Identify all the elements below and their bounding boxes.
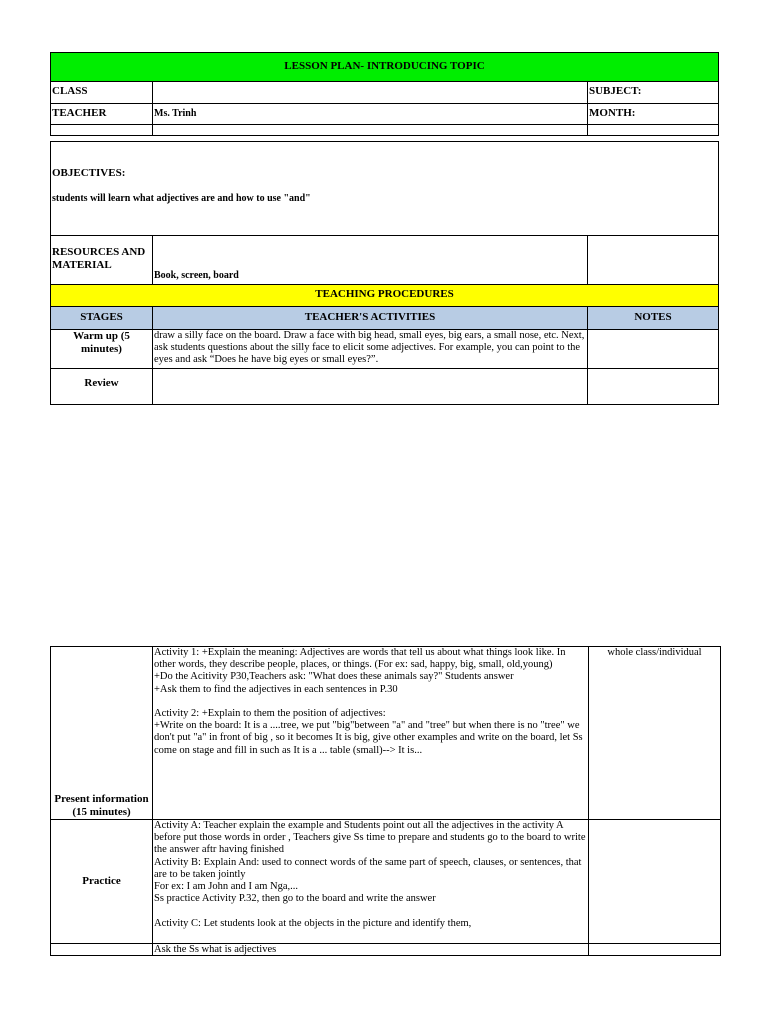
practice-stage-label: Practice (51, 820, 153, 944)
class-row (51, 82, 719, 104)
column-header-activities: TEACHER'S ACTIVITIES (153, 307, 588, 330)
objectives-cell (51, 142, 719, 236)
lesson-plan-procedure-table (50, 646, 721, 956)
resources-notes (588, 236, 719, 285)
class-value (153, 82, 588, 104)
warmup-row (51, 330, 719, 369)
warmup-activity: draw a silly face on the board. Draw a face with big head, small eyes, big ears, a small nose, etc. Next, ask students questions about the silly face to elicit some adjectives. For example, you can point to the eyes and ask “Does he have big eyes or small eyes?”. (154, 330, 585, 366)
objectives-text: students will learn what adjectives are and how to use "and" (52, 193, 311, 204)
practice-notes (589, 820, 721, 944)
objectives-label: OBJECTIVES: (52, 167, 126, 179)
procedures-title-row (51, 285, 719, 307)
resources-label: RESOURCES AND MATERIAL (51, 236, 153, 285)
review-activity (153, 369, 588, 405)
practice-activity-cell (153, 820, 589, 944)
present-activity: Activity 1: +Explain the meaning: Adjectives are words that tell us about what things look like. In other words, they describe people, places, or things. (For ex: sad, happy, big, small, old,young) +Do the Acitivity P30,Teachers ask: "What does these animals say?" Students answer +Ask them to find the adjectives in each sentences in P.30 Activity 2: +Explain to them the position of adjectives: +Write on the board: It is a ....tree, we put "big"between "a" and "tree" but when there is no "tree" we don't put "a" in front of big , so it becomes It is big, give other examples and write on the board, let Ss come on stage and fill in such as It is a ... table (small)--> It is... (153, 647, 589, 820)
review-notes (588, 369, 719, 405)
present-stage-label: Present information (15 minutes) (51, 647, 153, 820)
subject-label: SUBJECT: (588, 82, 719, 104)
warmup-notes (588, 330, 719, 369)
last-row-activity: Ask the Ss what is adjectives (153, 944, 589, 956)
month-label: MONTH: (588, 104, 719, 125)
lesson-plan-header-table (50, 52, 719, 405)
review-stage-label: Review (51, 369, 153, 405)
class-label: CLASS (51, 82, 153, 104)
practice-row (51, 820, 721, 944)
title-row (51, 53, 719, 82)
present-row (51, 647, 721, 820)
review-row (51, 369, 719, 405)
column-header-notes: NOTES (588, 307, 719, 330)
objectives-row (51, 142, 719, 236)
last-row (51, 944, 721, 956)
resources-row (51, 236, 719, 285)
teacher-value: Ms. Trinh (153, 104, 588, 125)
warmup-stage-label: Warm up (5 minutes) (51, 330, 153, 369)
column-header-stages: STAGES (51, 307, 153, 330)
teacher-label: TEACHER (51, 104, 153, 125)
resources-value: Book, screen, board (153, 236, 588, 285)
present-notes: whole class/individual (589, 647, 721, 820)
warmup-activity-cell (153, 330, 588, 369)
teacher-row (51, 104, 719, 125)
spacer-row (51, 125, 719, 136)
practice-activity: Activity A: Teacher explain the example and Students point out all the adjectives in the activity A before put those words in order , Teachers give Ss time to prepare and students go to the board to write the answer aftr having finished Activity B: Explain And: used to connect words of the same part of speech, clauses, or sentences, that are to be taken jointly For ex: I am John and I am Nga,... Ss practice Activity P.32, then go to the board and write the answer Activity C: Let students look at the objects in the picture and identify them, (154, 820, 586, 929)
lesson-title: LESSON PLAN- INTRODUCING TOPIC (51, 53, 719, 82)
procedures-title: TEACHING PROCEDURES (51, 285, 719, 307)
procedures-header-row (51, 307, 719, 330)
